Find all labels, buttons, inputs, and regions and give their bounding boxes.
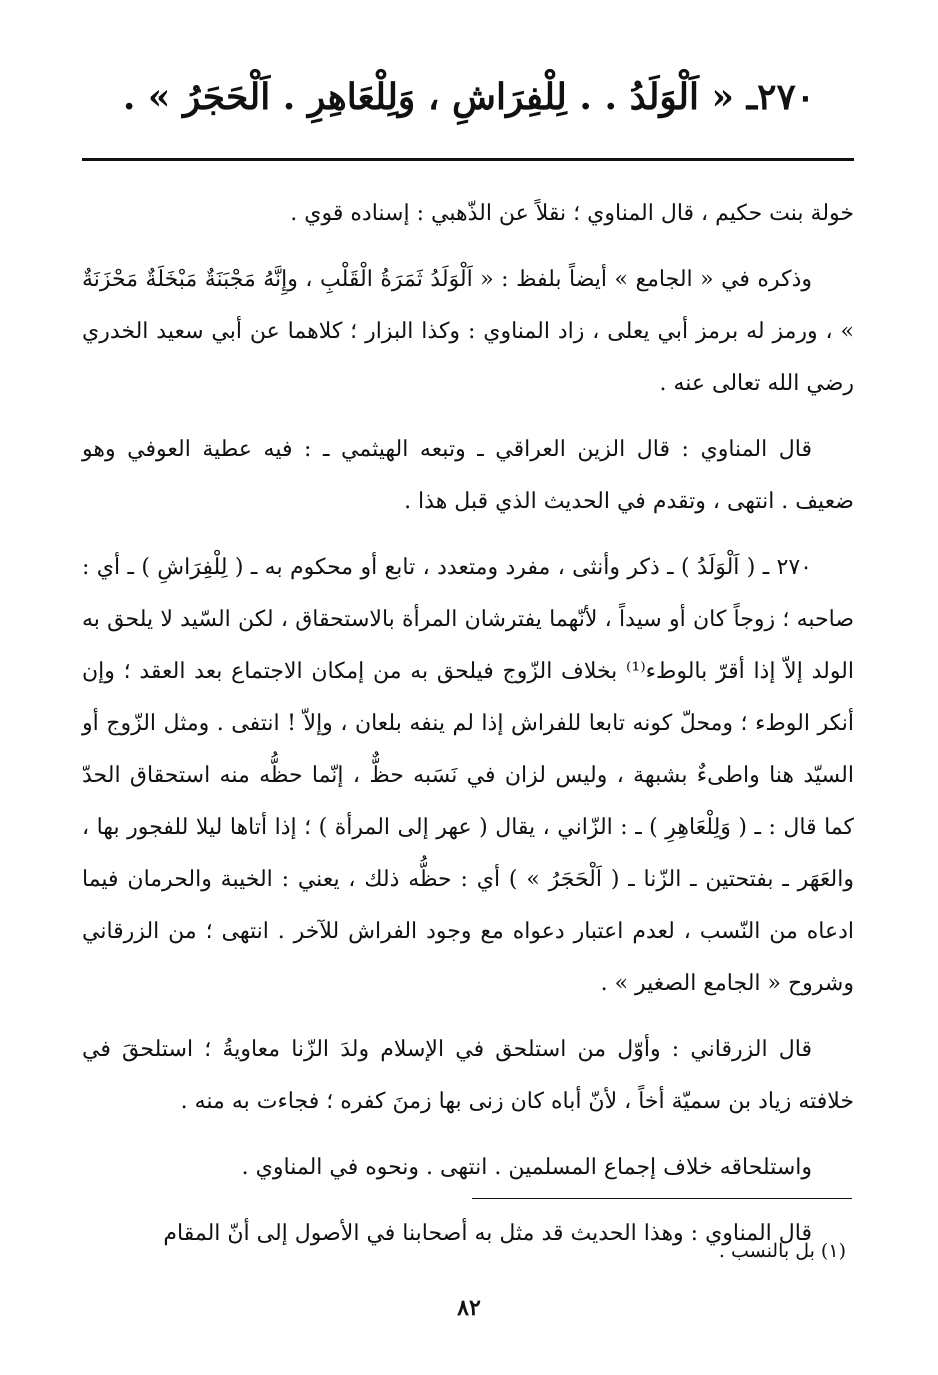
paragraph: خولة بنت حكيم ، قال المناوي ؛ نقلاً عن الذّهبي : إسناده قوي . bbox=[290, 201, 854, 226]
commentary-paragraph: ٢٧٠ ـ ( اَلْوَلَدُ ) ـ ذكر وأنثى ، مفرد ومتعدد ، تابع أو محكوم به ـ ( لِلْفِرَاشِ ) ـ أي : صاحبه ؛ زوجاً كان أو سيداً ، لأنّهما يفترشان المرأة بالاستحقاق ، لكن السّيد لا يلحق به الولد إلاّ إذا أقرّ بالوطء⁽¹⁾ بخلاف الزّوج فيلحق به من إمكان الاجتماع بعد العقد ؛ وإن أنكر الوطء ؛ ومحلّ كونه تابعا للفراش إذا لم ينفه بلعان ، وإلاّ ! انتفى . ومثل الزّوج أو السيّد هنا واطىءٌ بشبهة ، وليس لزان في نَسَبه حظٌّ ، إنّما حظُّه منه استحقاق الحدّ كما قال : ـ ( وَلِلْعَاهِرِ ) ـ : الزّاني ، يقال ( عهر إلى المرأة ) ؛ إذا أتاها ليلا للفجور بها ، والعَهَر ـ بفتحتين ـ الزّنا ـ ( اَلْحَجَرُ » ) أي : حظُّه ذلك ، يعني : الخيبة والحرمان فيما ادعاه من النّسب ، لعدم اعتبار دعواه مع وجود الفراش للآخر . انتهى ؛ من الزرقاني وشروح « الجامع الصغير » . bbox=[82, 555, 854, 996]
page-body bbox=[82, 188, 854, 1274]
footnote-divider bbox=[472, 1198, 852, 1199]
paragraph: قال الزرقاني : وأوّل من استلحق في الإسلام ولدَ الزّنا معاويةُ ؛ استلحقَ في خلافته زياد بن سميّة أخاً ، لأنّ أباه كان زنى بها زمنَ كفره ؛ فجاءت به منه . bbox=[82, 1037, 854, 1114]
paragraph: قال المناوي : قال الزين العراقي ـ وتبعه الهيثمي ـ : فيه عطية العوفي وهو ضعيف . انتهى ، وتقدم في الحديث الذي قبل هذا . bbox=[82, 437, 854, 514]
page-number: ٨٢ bbox=[457, 1295, 481, 1321]
paragraph: وذكره في « الجامع » أيضاً بلفظ : « اَلْوَلَدُ ثَمَرَةُ الْقَلْبِ ، وإِنَّهُ مَجْبَنَةٌ مَبْخَلَةٌ مَحْزَنَةٌ » ، ورمز له برمز أبي يعلى ، زاد المناوي : وكذا البزار ؛ كلاهما عن أبي سعيد الخدري رضي الله تعالى عنه . bbox=[82, 267, 854, 396]
hadith-heading: ٢٧٠ـ « اَلْوَلَدُ . . لِلْفِرَاشِ ، وَلِلْعَاهِرِ . اَلْحَجَرُ » . bbox=[122, 76, 816, 118]
paragraph: واستلحاقه خلاف إجماع المسلمين . انتهى . ونحوه في المناوي . bbox=[241, 1155, 812, 1180]
heading-divider bbox=[82, 158, 854, 161]
footnote: (١) بل بالنسب . bbox=[718, 1240, 846, 1262]
paragraph: قال المناوي : وهذا الحديث قد مثل به أصحابنا في الأصول إلى أنّ المقام bbox=[163, 1221, 812, 1246]
